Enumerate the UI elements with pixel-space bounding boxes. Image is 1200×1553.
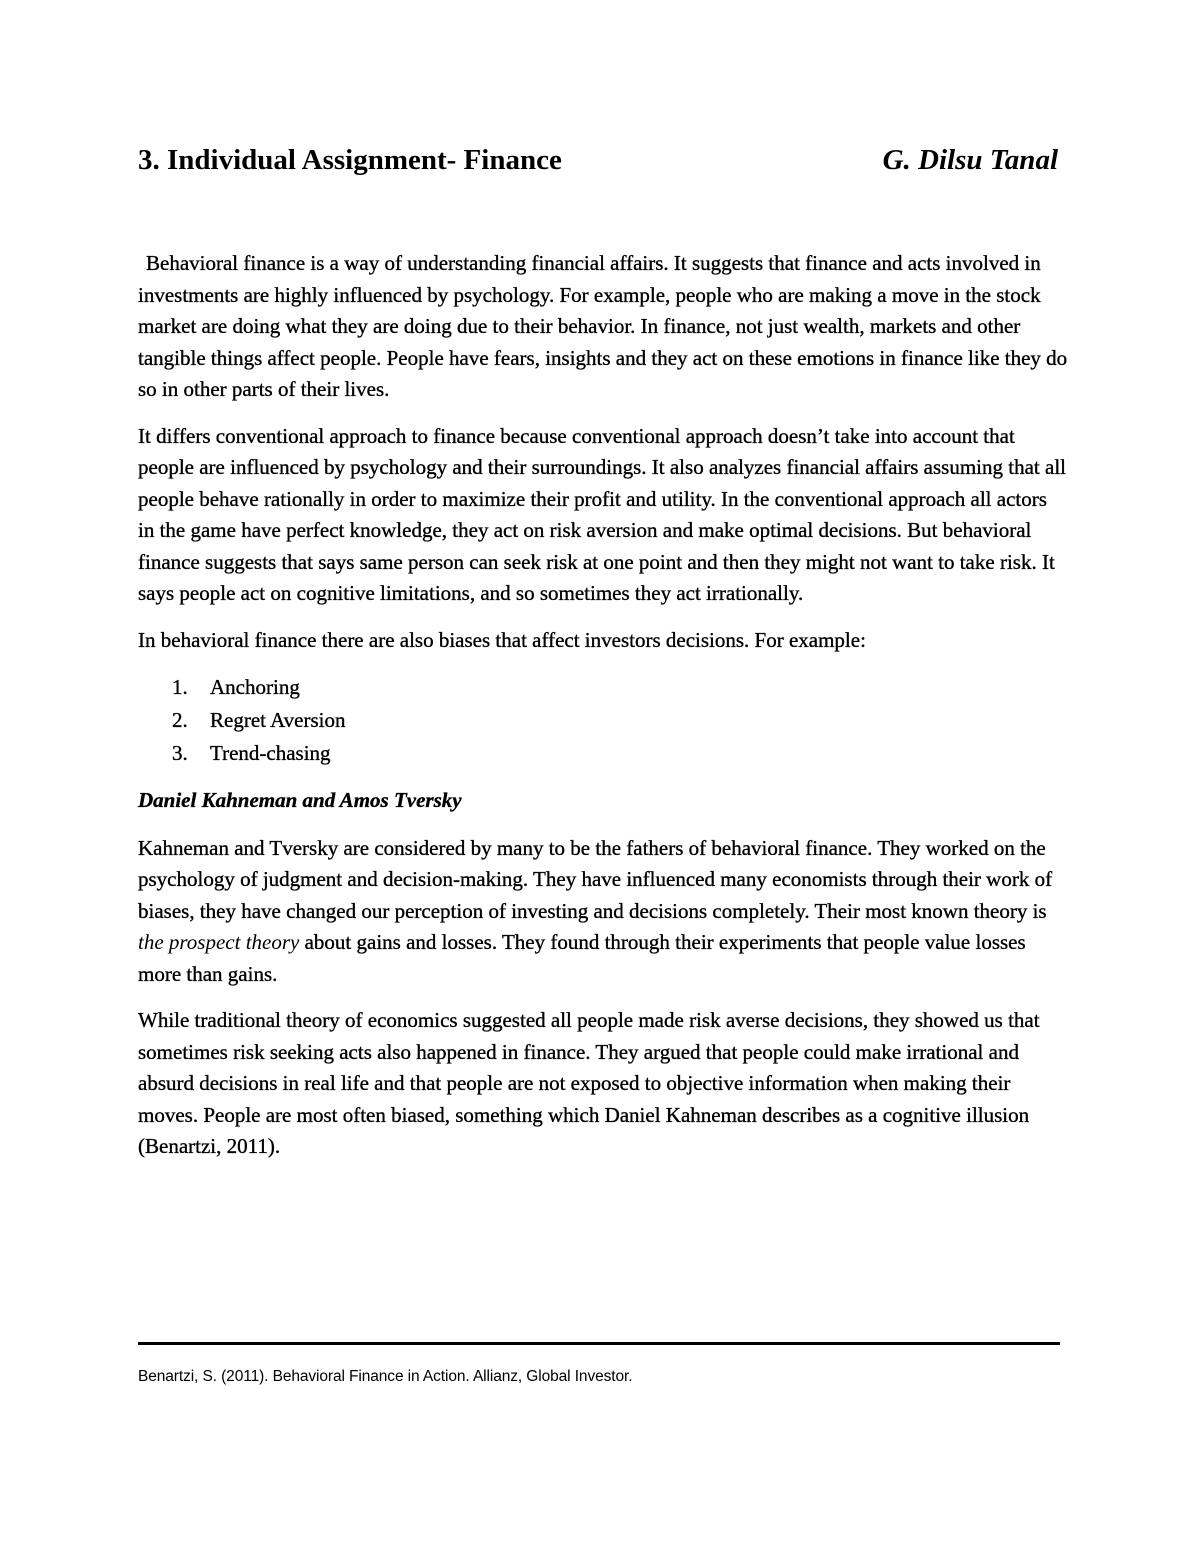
footnote-reference: Benartzi, S. (2011). Behavioral Finance in Action. Allianz, Global Investor. — [138, 1368, 633, 1385]
list-item-label: Regret Aversion — [210, 708, 346, 732]
list-item — [138, 737, 1068, 770]
list-item — [138, 671, 1068, 704]
intro-paragraph: Behavioral finance is a way of understanding financial affairs. It suggests that finance and acts involved in investments are highly influenced by psychology. For example, people who are making a move in the stock market are doing what they are doing due to their behavior. In finance, not just wealth, markets and other tangible things affect people. People have fears, insights and they act on these emotions in finance like they do so in other parts of their lives. — [138, 251, 1068, 401]
traditional-theory-paragraph: While traditional theory of economics suggested all people made risk averse decisions, they showed us that sometimes risk seeking acts also happened in finance. They argued that people could make irrational and absurd decisions in real life and that people are not exposed to objective information when making their moves. People are most often biased, something which Daniel Kahneman describes as a cognitive illusion (Benartzi, 2011). — [138, 1008, 1040, 1158]
biases-intro-paragraph: In behavioral finance there are also biases that affect investors decisions. For example: — [138, 627, 866, 652]
kahneman-tversky-paragraph — [138, 833, 1068, 991]
paragraph-text: Kahneman and Tversky are considered by many to be the fathers of behavioral finance. They worked on the psychology of judgment and decision-making. They have influenced many economists through their work of biases, they have changed our perception of investing and decisions completely. Their most known theory is — [138, 835, 1053, 923]
list-item-number: 2. — [172, 708, 188, 732]
document-header — [138, 140, 1058, 180]
biases-list — [138, 671, 1068, 770]
document-title: 3. Individual Assignment- Finance — [138, 144, 562, 176]
author-name: G. Dilsu Tanal — [882, 144, 1058, 176]
paragraph-text: about gains and losses. They found through their experiments that people value losses more than gains. — [138, 930, 1026, 986]
list-item-number: 1. — [172, 675, 188, 699]
list-item — [138, 704, 1068, 737]
list-item-label: Trend-chasing — [210, 741, 331, 765]
conventional-approach-paragraph: It differs conventional approach to finance because conventional approach doesn’t take into account that people are influenced by psychology and their surroundings. It also analyzes financial affairs assuming that all people behave rationally in order to maximize their profit and utility. In the conventional approach all actors in the game have perfect knowledge, they act on risk aversion and make optimal decisions. But behavioral finance suggests that says same person can seek risk at one point and then they might not want to take risk. It says people act on cognitive limitations, and so sometimes they act irrationally. — [138, 423, 1066, 605]
list-item-label: Anchoring — [210, 675, 300, 699]
footnote-divider — [138, 1342, 1060, 1345]
document-body — [138, 248, 1068, 1178]
section-heading: Daniel Kahneman and Amos Tversky — [138, 788, 462, 812]
list-item-number: 3. — [172, 741, 188, 765]
prospect-theory-term: the prospect theory — [138, 930, 300, 954]
